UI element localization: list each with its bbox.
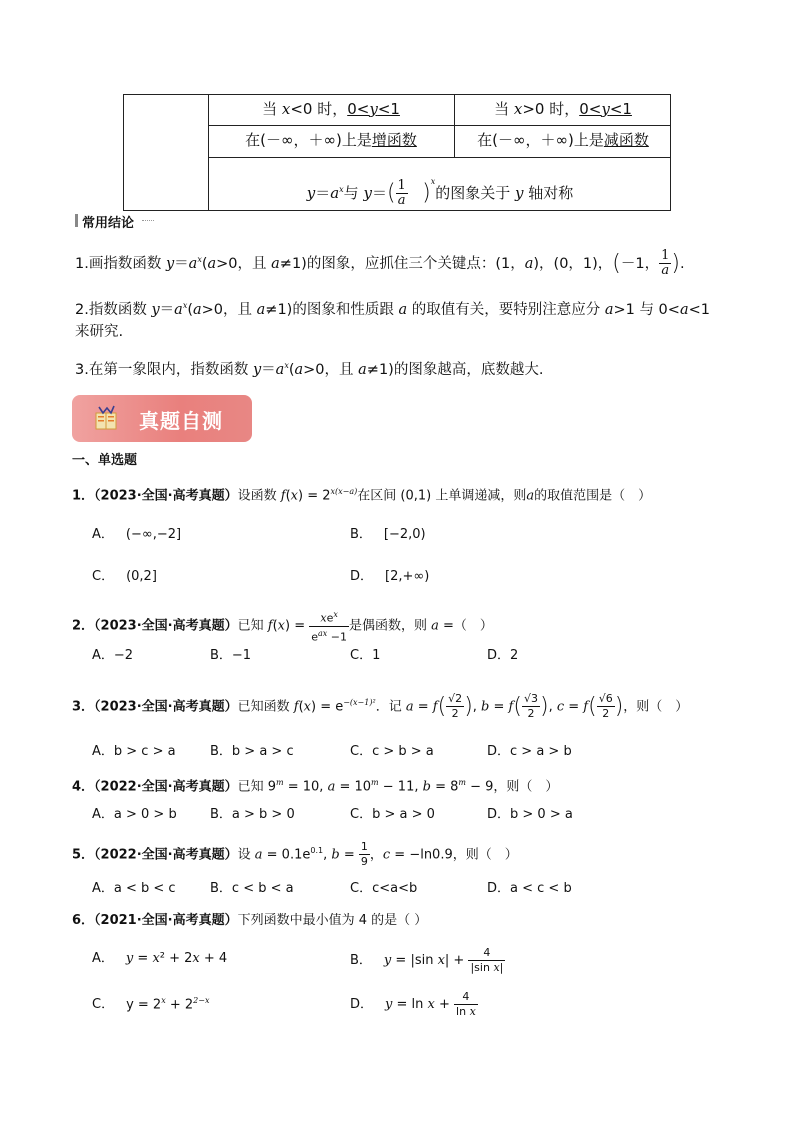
- part-title: 一、单选题: [72, 453, 138, 468]
- q2-option-d[interactable]: D．2: [487, 648, 519, 663]
- question-1: 1．（2023·全国·高考真题）设函数 $f(x) = 2^{x(x-a)}$在区间 (0,1) 上单调递减，则a的取值范围是（ ）: [72, 487, 652, 504]
- q6-option-d[interactable]: D． y = ln x + $\frac{4}{\text{ln x}}$: [350, 990, 476, 1018]
- table-row3: $y=a^x$与 y＝( $\frac{1}{a}$ )$^x$的图象关于 y 轴对称: [306, 177, 574, 208]
- table-row1-left: 当 x<0 时，0<y<1: [262, 100, 400, 118]
- conclusion-3: 3.在第一象限内，指数函数 $y=a^x(a>0$，且 a≠1)的图象越高，底数越大.: [75, 361, 544, 378]
- q4-option-a[interactable]: A．a > 0 > b: [92, 807, 177, 822]
- q6-option-a[interactable]: A． y = x² + 2x + 4: [92, 951, 228, 966]
- q6-option-c[interactable]: C． $y = 2^x + 2^{2-x}$: [92, 996, 210, 1013]
- q5-option-b[interactable]: B．c < b < a: [210, 881, 294, 896]
- book-icon: [94, 405, 118, 431]
- section-banner: [72, 395, 252, 442]
- section-divider: [142, 220, 154, 221]
- q4-option-b[interactable]: B．a > b > 0: [210, 807, 295, 822]
- banner-title: 真题自测: [139, 409, 223, 433]
- q1-option-c[interactable]: C． (0,2]: [92, 569, 157, 584]
- q2-option-b[interactable]: B．−1: [210, 648, 252, 663]
- q3-option-a[interactable]: A．b > c > a: [92, 744, 176, 759]
- q5-option-d[interactable]: D．a < c < b: [487, 881, 572, 896]
- q6-option-b[interactable]: B． y = |sin x| + $\frac{4}{\text{|sin x|}}$: [350, 946, 504, 974]
- question-3: 3．（2023·全国·高考真题）已知函数 $f(x) = e^{-(x-1)^2}$．记 a = f( $\frac{√2}{2}$ ), b = f( $\frac{√3}{2}$ ), c = f( $\frac{√6}{2}$ )，则（ ）: [72, 692, 689, 721]
- question-4: 4．（2022·全国·高考真题）已知 $9^m = 10$, $a = 10^m - 11$, $b = 8^m - 9$，则（ ）: [72, 778, 559, 795]
- conclusion-2-cont: 来研究.: [75, 324, 124, 340]
- table-row2-left: 在(－∞，＋∞)上是增函数: [245, 131, 417, 149]
- section-label: 常用结论: [82, 216, 135, 231]
- conclusion-1: 1.画指数函数 $y=a^x(a>0$，且 a≠1)的图象，应抓住三个关键点：(1，a)，(0，1)，(－1， $\frac{1}{a}$ ).: [75, 248, 685, 279]
- q1-option-d[interactable]: D． [2,+∞): [350, 569, 430, 584]
- section-bar: [75, 214, 78, 227]
- q1-option-a[interactable]: A． (−∞,−2]: [92, 527, 182, 542]
- question-6: 6．（2021·全国·高考真题）下列函数中最小值为 4 的是（ ）: [72, 913, 428, 928]
- table-row1-right: 当 x>0 时，0<y<1: [494, 100, 632, 118]
- question-2: 2．（2023·全国·高考真题）已知 f(x) = $\frac{xe^x}{e^{ax} -1}$ 是偶函数，则 a =（ ）: [72, 610, 493, 644]
- q5-option-c[interactable]: C．c<a<b: [350, 881, 418, 896]
- properties-table: [123, 94, 671, 211]
- q4-option-d[interactable]: D．b > 0 > a: [487, 807, 573, 822]
- q2-option-a[interactable]: A．−2: [92, 648, 134, 663]
- question-5: 5．（2022·全国·高考真题）设 $a = 0.1e^{0.1}$, b = $\frac{1}{9}$ ，c = −ln0.9，则（ ）: [72, 840, 518, 869]
- q1-option-b[interactable]: B． [−2,0): [350, 527, 426, 542]
- conclusion-2: 2.指数函数 $y=a^x(a>0$，且 a≠1)的图象和性质跟 a 的取值有关，要特别注意应分 a>1 与 0<a<1: [75, 301, 710, 318]
- q2-option-c[interactable]: C．1: [350, 648, 381, 663]
- q3-option-b[interactable]: B．b > a > c: [210, 744, 294, 759]
- table-row2-right: 在(－∞，＋∞)上是减函数: [477, 131, 649, 149]
- q3-option-d[interactable]: D．c > a > b: [487, 744, 572, 759]
- q4-option-c[interactable]: C．b > a > 0: [350, 807, 435, 822]
- q3-option-c[interactable]: C．c > b > a: [350, 744, 434, 759]
- q5-option-a[interactable]: A．a < b < c: [92, 881, 176, 896]
